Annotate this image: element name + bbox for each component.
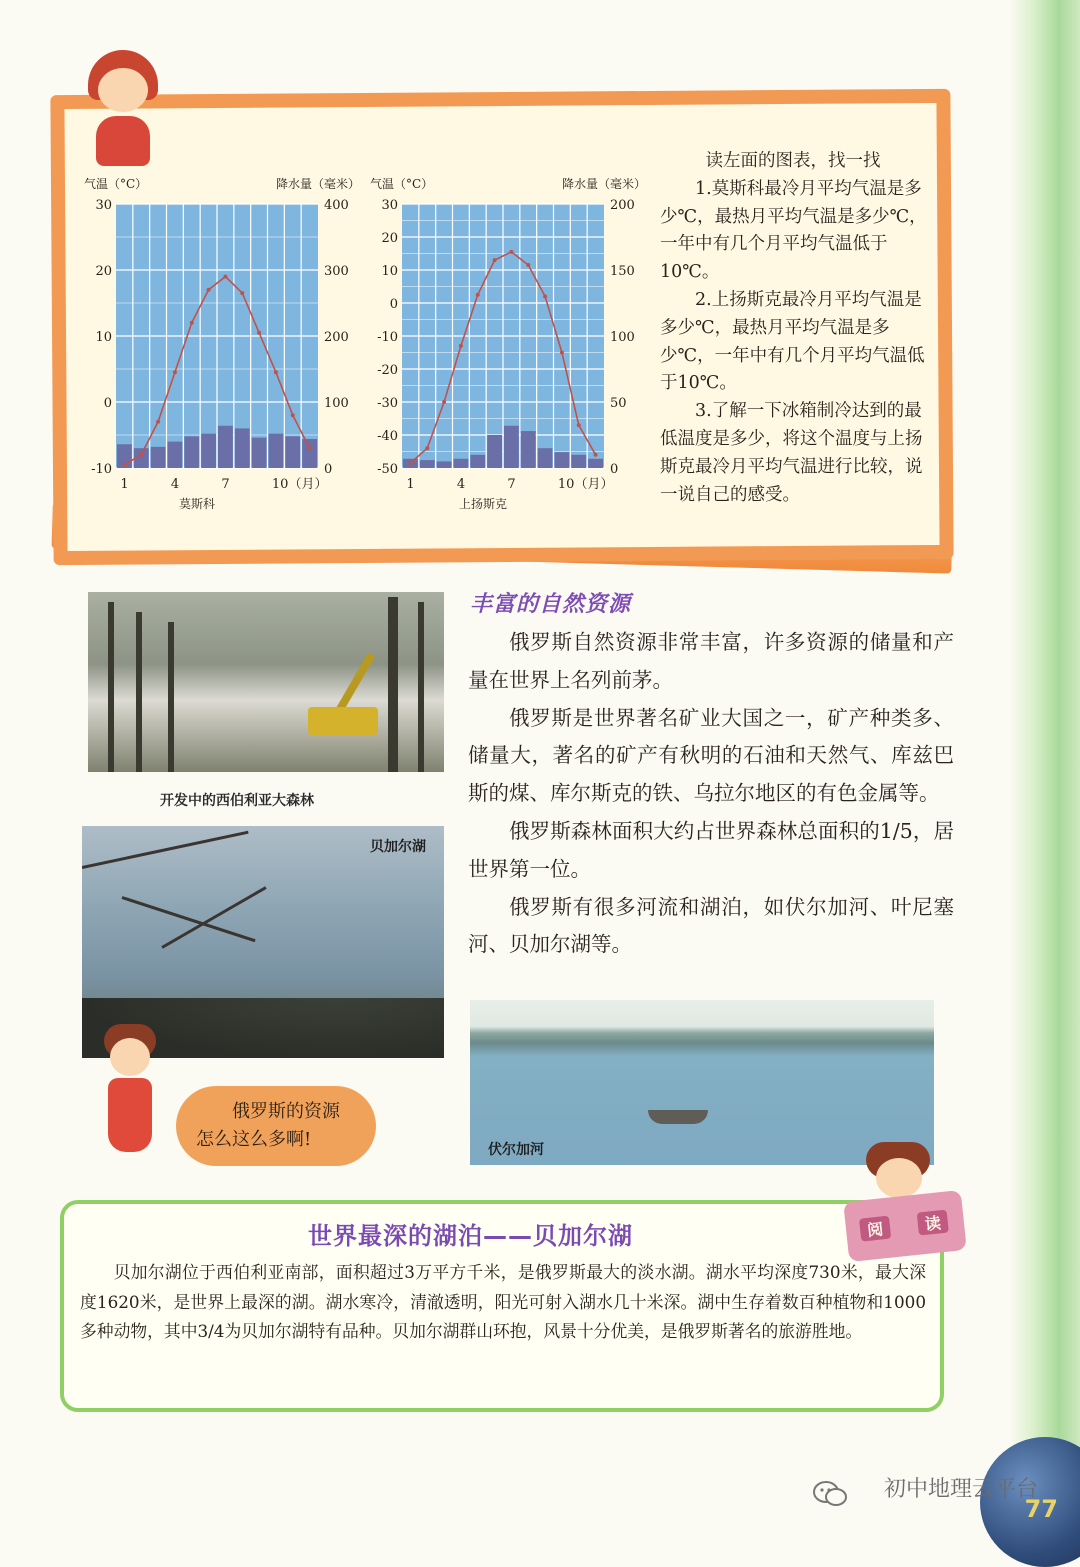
precipitation-bar (521, 431, 536, 468)
temperature-point (240, 291, 244, 295)
temperature-tick-label: 0 (103, 396, 112, 411)
precipitation-bar (437, 461, 452, 468)
month-tick-label: 7 (221, 477, 230, 492)
precipitation-bar (420, 460, 435, 468)
precipitation-tick-label: 0 (610, 462, 619, 477)
precipitation-bar (201, 434, 216, 468)
precipitation-tick-label: 150 (610, 264, 635, 279)
temperature-point (207, 288, 211, 292)
reading-paragraph: 贝加尔湖位于西伯利亚南部，面积超过3万平方千米，是俄罗斯最大的淡水湖。湖水平均深度730米，最大深度1620米，是世界上最深的湖。湖水寒冷，清澈透明，阳光可射入湖水几十米深。湖中生存着数百种植物和1000多种动物，其中3/4为贝加尔湖特有品种。贝加尔湖群山环抱，风景十分优美，是俄罗斯著名的旅游胜地。 (80, 1262, 926, 1341)
moscow-climate-chart (84, 170, 364, 519)
temperature-tick-label: 30 (95, 198, 112, 213)
badge-char-1: 阅 (859, 1216, 891, 1242)
temperature-tick-label: -40 (377, 429, 398, 444)
temperature-point (291, 413, 295, 417)
temperature-tick-label: -20 (377, 363, 398, 378)
activity-question-3: 3.了解一下冰箱制冷达到的最低温度是多少，将这个温度与上扬斯克最冷月平均气温进行比较，说一说自己的感受。 (660, 401, 923, 505)
temperature-axis-label: 气温（°C） (84, 177, 148, 191)
precipitation-bar (269, 434, 284, 468)
month-tick-label: 10（月） (271, 477, 328, 492)
temperature-point (139, 453, 143, 457)
page-number: 77 (1024, 1495, 1058, 1523)
paragraph-1: 俄罗斯自然资源非常丰富，许多资源的储量和产量在世界上名列前茅。 (468, 630, 954, 692)
temperature-tick-label: 10 (381, 264, 398, 279)
baikal-photo-caption: 贝加尔湖 (370, 839, 426, 855)
paragraph-4: 俄罗斯有很多河流和湖泊，如伏尔加河、叶尼塞河、贝加尔湖等。 (468, 894, 954, 957)
temperature-point (442, 400, 446, 404)
temperature-point (156, 420, 160, 424)
precipitation-bar (218, 426, 233, 468)
activity-question-1: 1.莫斯科最冷月平均气温是多少℃，最热月平均气温是多少℃，一年中有几个月平均气温低于10℃。 (660, 178, 927, 283)
temperature-point (257, 331, 261, 335)
watermark-text: 初中地理云平台 (883, 1477, 1038, 1502)
temperature-point (509, 250, 513, 254)
siberian-forest-photo (88, 592, 444, 772)
temperature-tick-label: 0 (389, 297, 398, 312)
precipitation-bar (285, 436, 300, 468)
precipitation-tick-label: 200 (324, 330, 349, 345)
temperature-axis-label: 气温（°C） (370, 177, 434, 191)
temperature-point (577, 423, 581, 427)
volga-river-photo (470, 1000, 934, 1165)
precipitation-bar (588, 459, 603, 468)
temperature-point (526, 263, 530, 267)
temperature-tick-label: 20 (95, 264, 112, 279)
temperature-point (476, 293, 480, 297)
temperature-tick-label: 20 (381, 231, 398, 246)
month-tick-label: 1 (406, 477, 415, 492)
precipitation-bar (184, 436, 199, 468)
page-edge-decoration (1010, 0, 1080, 1537)
precipitation-bar (555, 452, 570, 468)
activity-questions (660, 148, 938, 509)
temperature-point (493, 258, 497, 262)
section-heading: 丰富的自然资源 (470, 592, 632, 617)
month-tick-label: 7 (507, 477, 516, 492)
precipitation-bar (538, 448, 553, 468)
temperature-point (425, 446, 429, 450)
temperature-point (408, 461, 412, 465)
month-tick-label: 1 (120, 477, 129, 492)
month-tick-label: 4 (456, 477, 466, 492)
reading-badge (843, 1190, 967, 1262)
temperature-point (190, 321, 194, 325)
badge-char-2: 读 (917, 1210, 949, 1236)
temperature-tick-label: 10 (95, 330, 112, 345)
temperature-point (173, 370, 177, 374)
reading-text (80, 1258, 926, 1347)
precipitation-tick-label: 0 (324, 462, 333, 477)
precipitation-axis-label: 降水量（毫米） (275, 177, 360, 191)
temperature-point (594, 453, 598, 457)
precipitation-bar (235, 428, 250, 468)
temperature-tick-label: -30 (377, 396, 398, 411)
temperature-tick-label: -10 (91, 462, 112, 477)
temperature-point (459, 344, 463, 348)
activity-question-2: 2.上扬斯克最冷月平均气温是多少℃，最热月平均气温是多少℃，一年中有几个月平均气温低于10℃。 (660, 289, 925, 394)
paragraph-2: 俄罗斯是世界著名矿业大国之一，矿产种类多、储量大，著名的矿产有秋明的石油和天然气、库兹巴斯的煤、库尔斯克的铁、乌拉尔地区的有色金属等。 (468, 705, 954, 806)
paragraph-3: 俄罗斯森林面积大约占世界森林总面积的1/5，居世界第一位。 (468, 818, 954, 881)
precipitation-bar (470, 455, 485, 468)
temperature-point (308, 446, 312, 450)
reading-title: 世界最深的湖泊——贝加尔湖 (308, 1222, 633, 1250)
climate-chart-svg (84, 170, 364, 515)
temperature-point (543, 294, 547, 298)
precipitation-bar (168, 442, 183, 468)
chart-caption: 莫斯科 (178, 497, 216, 511)
precipitation-tick-label: 300 (324, 264, 349, 279)
speech-bubble-line-2: 怎么这么多啊! (196, 1129, 312, 1150)
temperature-point (223, 275, 227, 279)
chart-caption: 上扬斯克 (458, 497, 508, 511)
speech-bubble-line-1: 俄罗斯的资源 (232, 1101, 340, 1122)
wechat-icon (812, 1480, 848, 1508)
precipitation-bar (454, 459, 469, 468)
month-tick-label: 10（月） (557, 477, 614, 492)
precipitation-bar (571, 455, 586, 468)
section-body (468, 624, 954, 964)
temperature-point (122, 463, 126, 467)
precipitation-axis-label: 降水量（毫米） (561, 177, 646, 191)
temperature-point (560, 351, 564, 355)
verkhoyansk-climate-chart (370, 170, 650, 519)
precipitation-bar (302, 439, 317, 468)
precipitation-bar (252, 438, 267, 468)
cartoon-girl-illustration-2 (92, 1024, 172, 1164)
temperature-point (274, 370, 278, 374)
climate-chart-svg (370, 170, 650, 515)
precipitation-tick-label: 200 (610, 198, 635, 213)
forest-photo-caption: 开发中的西伯利亚大森林 (160, 793, 314, 809)
temperature-tick-label: -10 (377, 330, 398, 345)
month-tick-label: 4 (170, 477, 180, 492)
volga-photo-caption: 伏尔加河 (488, 1142, 544, 1158)
speech-bubble (176, 1086, 376, 1166)
precipitation-tick-label: 400 (324, 198, 349, 213)
temperature-tick-label: -50 (377, 462, 398, 477)
precipitation-bar (151, 447, 166, 468)
precipitation-bar (487, 435, 502, 468)
cartoon-girl-illustration (78, 40, 168, 170)
precipitation-tick-label: 100 (610, 330, 635, 345)
activity-intro: 读左面的图表，找一找 (705, 151, 881, 171)
precipitation-bar (504, 426, 519, 468)
temperature-tick-label: 30 (381, 198, 398, 213)
precipitation-tick-label: 100 (324, 396, 349, 411)
precipitation-tick-label: 50 (610, 396, 627, 411)
